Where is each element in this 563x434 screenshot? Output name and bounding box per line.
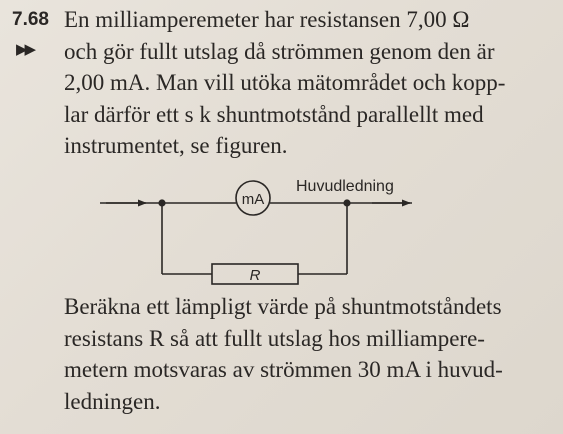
circuit-diagram bbox=[100, 168, 420, 288]
intro-line: och gör fullt utslag då strömmen genom den är bbox=[64, 38, 495, 64]
intro-line: lar därför ett s k shuntmotstånd parallellt med bbox=[64, 101, 484, 127]
problem-number: 7.68 bbox=[12, 9, 49, 30]
double-arrow-icon: ▶▶ bbox=[16, 40, 34, 58]
question-line: resistans R så att fullt utslag hos milliampere- bbox=[64, 325, 485, 351]
intro-line: instrumentet, se figuren. bbox=[64, 133, 288, 158]
main-line-label: Huvudledning bbox=[296, 178, 394, 195]
intro-line: En milliamperemeter har resistansen 7,00 Ω bbox=[64, 7, 470, 32]
problem-question bbox=[64, 291, 554, 417]
problem-intro bbox=[64, 4, 554, 162]
question-line: Beräkna ett lämpligt värde på shuntmotståndets bbox=[64, 294, 502, 319]
meter-label: mA bbox=[241, 191, 265, 208]
question-line: ledningen. bbox=[64, 388, 161, 414]
resistor-label: R bbox=[249, 267, 261, 284]
intro-line: 2,00 mA. Man vill utöka mätområdet och kopp- bbox=[64, 70, 506, 95]
question-line: metern motsvaras av strömmen 30 mA i huvud- bbox=[64, 357, 503, 382]
